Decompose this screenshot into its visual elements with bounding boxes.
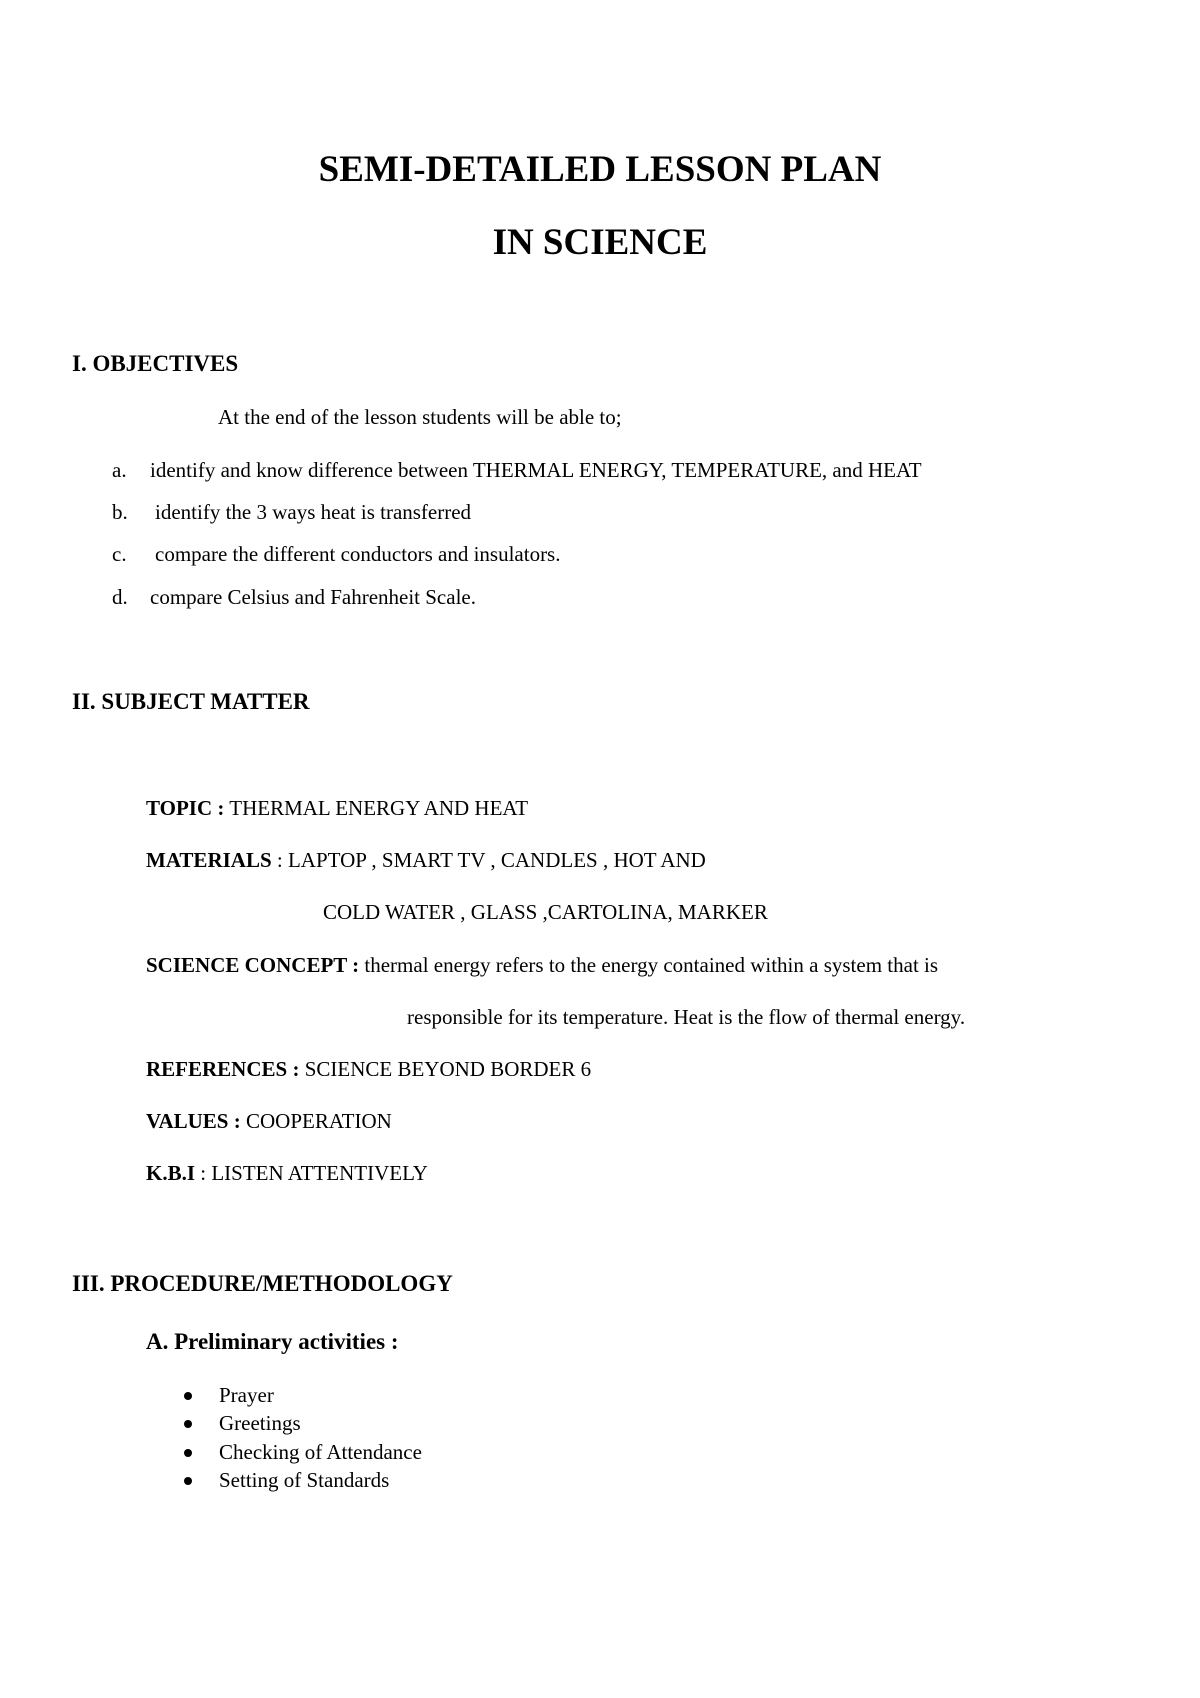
bullet-icon [184,1449,192,1457]
kbi-value: : LISTEN ATTENTIVELY [200,1161,428,1185]
topic-row [146,796,528,821]
values-value: COOPERATION [245,1109,392,1133]
references-label: REFERENCES : [146,1057,300,1081]
kbi-label: K.B.I [146,1161,196,1185]
references-row [146,1057,591,1082]
materials-continuation: COLD WATER , GLASS ,CARTOLINA, MARKER [323,900,768,924]
subject-matter-heading: II. SUBJECT MATTER [72,689,310,714]
materials-row [146,848,706,873]
topic-label: TOPIC : [146,796,225,820]
bullet-icon [184,1477,192,1485]
objective-marker: a. [112,458,127,482]
objective-marker: d. [112,585,128,609]
objectives-intro: At the end of the lesson students will be able to; [218,405,622,429]
bullet-icon [184,1420,192,1428]
procedure-heading: III. PROCEDURE/METHODOLOGY [72,1271,453,1296]
values-row [146,1109,392,1134]
objective-marker: c. [112,542,127,566]
objective-item: compare Celsius and Fahrenheit Scale. [150,585,476,609]
preliminary-activities-heading: A. Preliminary activities : [146,1329,399,1354]
list-item: Checking of Attendance [219,1440,422,1464]
kbi-row [146,1161,428,1186]
materials-value: : LAPTOP , SMART TV , CANDLES , HOT AND [276,848,706,872]
page-subtitle: IN SCIENCE [492,222,708,263]
science-concept-label: SCIENCE CONCEPT : [146,953,360,977]
science-concept-continuation: responsible for its temperature. Heat is the flow of thermal energy. [407,1005,966,1029]
page-title: SEMI-DETAILED LESSON PLAN [318,149,882,190]
materials-label: MATERIALS [146,848,272,872]
objective-item: identify the 3 ways heat is transferred [155,500,472,524]
list-item: Greetings [219,1411,301,1435]
objective-marker: b. [112,500,128,524]
topic-value: THERMAL ENERGY AND HEAT [229,796,529,820]
objectives-heading: I. OBJECTIVES [72,351,239,376]
list-item: Prayer [219,1383,274,1407]
science-concept-value: thermal energy refers to the energy contained within a system that is [364,953,939,977]
bullet-icon [184,1392,192,1400]
objective-item: identify and know difference between THERMAL ENERGY, TEMPERATURE, and HEAT [150,458,922,482]
science-concept-row [146,953,938,978]
objective-item: compare the different conductors and insulators. [155,542,561,566]
references-value: SCIENCE BEYOND BORDER 6 [304,1057,592,1081]
values-label: VALUES : [146,1109,241,1133]
list-item: Setting of Standards [219,1468,390,1492]
